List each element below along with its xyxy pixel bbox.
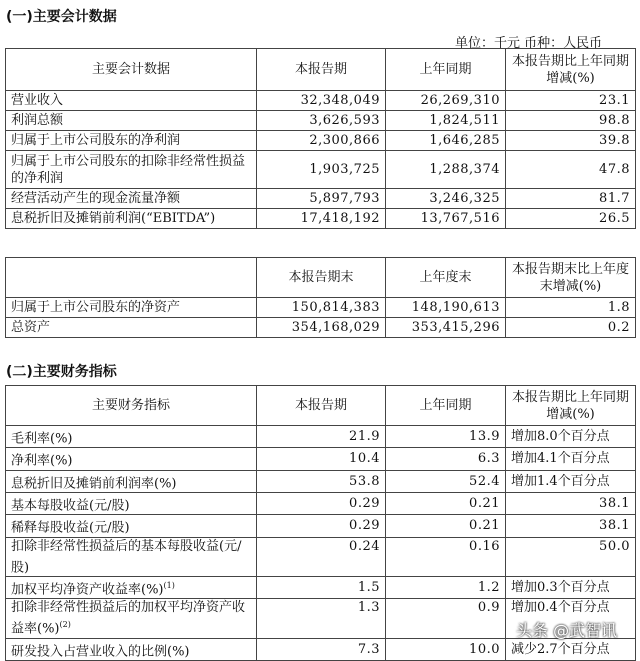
table-row xyxy=(6,492,636,514)
current-value: 21.9 xyxy=(257,426,386,448)
header-cell: 本报告期 xyxy=(257,49,386,91)
prior-value: 52.4 xyxy=(386,470,506,492)
row-label: 总资产 xyxy=(6,318,257,338)
table-row xyxy=(6,318,636,338)
prior-value: 148,190,613 xyxy=(386,298,506,318)
header-cell: 本报告期比上年同期增减(%) xyxy=(506,49,636,91)
current-value: 1.3 xyxy=(257,599,386,638)
table-row xyxy=(6,91,636,111)
row-label: 归属于上市公司股东的扣除非经常性损益的净利润 xyxy=(6,151,257,189)
label-text: 加权平均净资产收益率(%) xyxy=(11,582,164,598)
table-header-row xyxy=(6,49,636,91)
label-text: 息税折旧及摊销前利润率(%) xyxy=(11,475,177,491)
header-cell: 主要会计数据 xyxy=(6,49,257,91)
table-row xyxy=(6,515,636,537)
table-header-row xyxy=(6,258,636,298)
prior-value: 0.21 xyxy=(386,515,506,537)
row-label xyxy=(6,638,257,660)
prior-value: 3,246,325 xyxy=(386,189,506,209)
current-value: 3,626,593 xyxy=(257,111,386,131)
change-value: 38.1 xyxy=(506,515,636,537)
table-row xyxy=(6,151,636,189)
table-row xyxy=(6,298,636,318)
watermark: 头条 @武智讯 xyxy=(516,621,618,640)
prior-value: 13,767,516 xyxy=(386,209,506,229)
label-text: 净利率(%) xyxy=(11,453,73,469)
current-value: 53.8 xyxy=(257,470,386,492)
row-label: 息税折旧及摊销前利润(“EBITDA”) xyxy=(6,209,257,229)
row-label: 经营活动产生的现金流量净额 xyxy=(6,189,257,209)
change-value: 47.8 xyxy=(506,151,636,189)
table-row xyxy=(6,537,636,576)
prior-value: 0.16 xyxy=(386,537,506,576)
change-value: 26.5 xyxy=(506,209,636,229)
header-cell: 本报告期比上年同期增减(%) xyxy=(506,386,636,426)
change-value: 增加0.4个百分点 xyxy=(506,599,636,638)
header-cell: 本报告期末比上年度末增减(%) xyxy=(506,258,636,298)
current-value: 1.5 xyxy=(257,576,386,598)
row-label xyxy=(6,470,257,492)
header-cell: 上年同期 xyxy=(386,386,506,426)
table-header-row xyxy=(6,386,636,426)
table-row xyxy=(6,111,636,131)
label-text: 毛利率(%) xyxy=(11,431,73,447)
row-label xyxy=(6,515,257,537)
prior-value: 1,824,511 xyxy=(386,111,506,131)
table-row xyxy=(6,448,636,470)
change-value: 增加0.3个百分点 xyxy=(506,576,636,598)
change-value: 98.8 xyxy=(506,111,636,131)
row-label: 归属于上市公司股东的净利润 xyxy=(6,131,257,151)
current-value: 32,348,049 xyxy=(257,91,386,111)
label-text: 基本每股收益(元/股) xyxy=(11,498,130,514)
accounting-data-table xyxy=(5,48,636,229)
unit-line: 单位：千元 币种：人民币 xyxy=(455,36,603,51)
current-value: 7.3 xyxy=(257,638,386,660)
change-value: 1.8 xyxy=(506,298,636,318)
prior-value: 1.2 xyxy=(386,576,506,598)
change-value: 39.8 xyxy=(506,131,636,151)
change-value: 0.2 xyxy=(506,318,636,338)
row-label xyxy=(6,537,257,576)
table-row xyxy=(6,638,636,660)
change-value: 减少2.7个百分点 xyxy=(506,638,636,660)
header-cell xyxy=(6,258,257,298)
table-row xyxy=(6,426,636,448)
current-value: 5,897,793 xyxy=(257,189,386,209)
change-value: 81.7 xyxy=(506,189,636,209)
table-row xyxy=(6,470,636,492)
footnote-mark: (1) xyxy=(163,580,175,590)
current-value: 150,814,383 xyxy=(257,298,386,318)
table-row xyxy=(6,131,636,151)
row-label: 营业收入 xyxy=(6,91,257,111)
current-value: 2,300,866 xyxy=(257,131,386,151)
row-label xyxy=(6,448,257,470)
label-text: 研发投入占营业收入的比例(%) xyxy=(11,643,190,659)
change-value: 38.1 xyxy=(506,492,636,514)
balance-table xyxy=(5,257,636,338)
row-label xyxy=(6,426,257,448)
header-cell: 上年度末 xyxy=(386,258,506,298)
row-label: 归属于上市公司股东的净资产 xyxy=(6,298,257,318)
header-cell: 上年同期 xyxy=(386,49,506,91)
label-text: 扣除非经常性损益后的基本每股收益(元/股) xyxy=(11,538,242,575)
row-label xyxy=(6,599,257,638)
prior-value: 0.9 xyxy=(386,599,506,638)
prior-value: 0.21 xyxy=(386,492,506,514)
table-row xyxy=(6,576,636,598)
current-value: 0.29 xyxy=(257,515,386,537)
section1-heading: (一)主要会计数据 xyxy=(6,9,117,25)
prior-value: 6.3 xyxy=(386,448,506,470)
current-value: 354,168,029 xyxy=(257,318,386,338)
change-value: 50.0 xyxy=(506,537,636,576)
section2-heading: (二)主要财务指标 xyxy=(6,364,117,380)
prior-value: 26,269,310 xyxy=(386,91,506,111)
row-label: 利润总额 xyxy=(6,111,257,131)
prior-value: 1,288,374 xyxy=(386,151,506,189)
header-cell: 本报告期末 xyxy=(257,258,386,298)
prior-value: 10.0 xyxy=(386,638,506,660)
prior-value: 1,646,285 xyxy=(386,131,506,151)
change-value: 增加4.1个百分点 xyxy=(506,448,636,470)
label-text: 稀释每股收益(元/股) xyxy=(11,520,130,536)
row-label xyxy=(6,576,257,598)
current-value: 0.24 xyxy=(257,537,386,576)
change-value: 23.1 xyxy=(506,91,636,111)
header-cell: 主要财务指标 xyxy=(6,386,257,426)
current-value: 1,903,725 xyxy=(257,151,386,189)
footnote-mark: (2) xyxy=(59,620,71,630)
prior-value: 353,415,296 xyxy=(386,318,506,338)
current-value: 0.29 xyxy=(257,492,386,514)
current-value: 10.4 xyxy=(257,448,386,470)
change-value: 增加1.4个百分点 xyxy=(506,470,636,492)
label-text: 扣除非经常性损益后的加权平均净资产收益率(%) xyxy=(11,600,246,637)
table-row xyxy=(6,209,636,229)
row-label xyxy=(6,492,257,514)
prior-value: 13.9 xyxy=(386,426,506,448)
table-row xyxy=(6,189,636,209)
change-value: 增加8.0个百分点 xyxy=(506,426,636,448)
header-cell: 本报告期 xyxy=(257,386,386,426)
current-value: 17,418,192 xyxy=(257,209,386,229)
